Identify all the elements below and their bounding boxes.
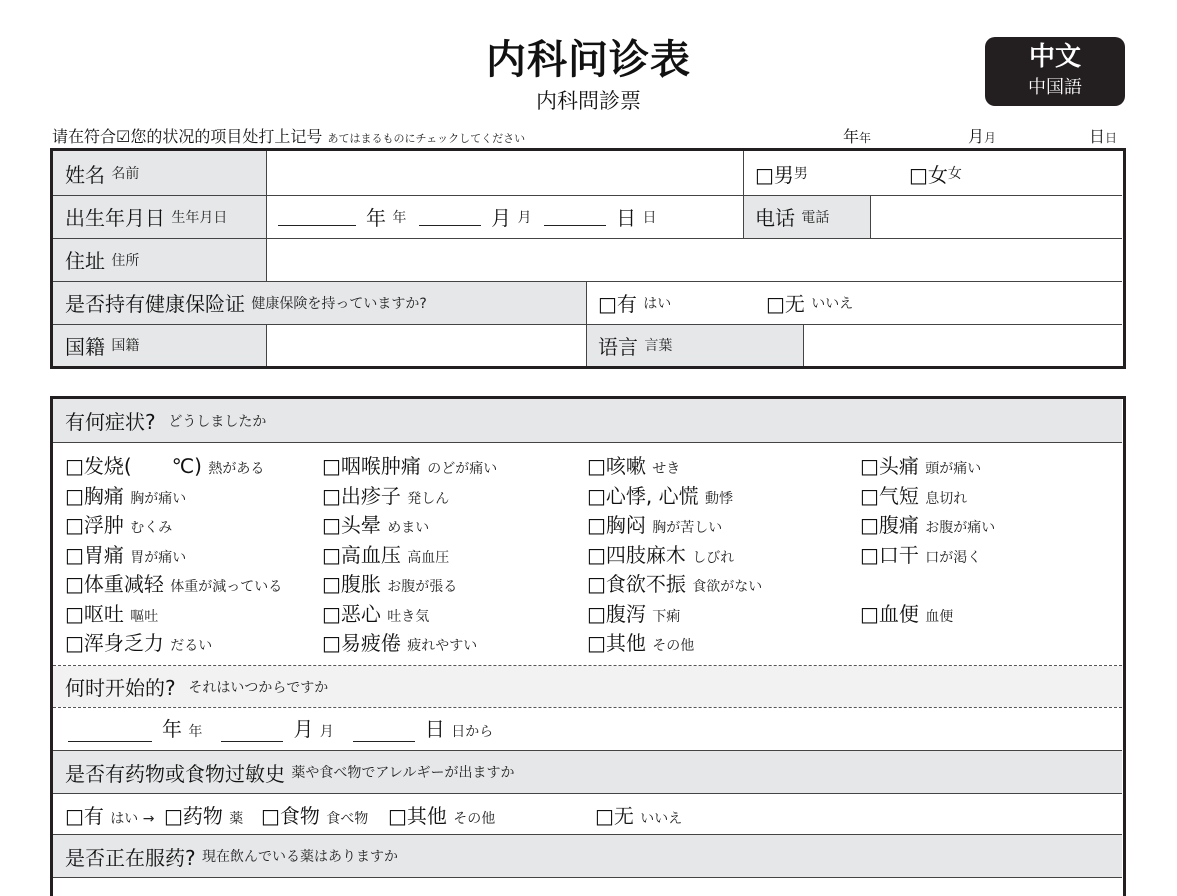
- symptom-label-jp: 口が渇く: [925, 550, 982, 566]
- insurance-no-jp: いいえ: [811, 295, 854, 312]
- symptom-label: □体重减轻: [65, 572, 164, 596]
- dob-month-jp: 月: [517, 209, 532, 226]
- dob-month-label: 月: [491, 206, 512, 230]
- symptom-label: □食欲不振: [587, 572, 686, 596]
- symptom-label-jp: 吐き気: [387, 609, 430, 625]
- date-month-jp: 月: [984, 131, 997, 145]
- insurance-label-jp: 健康保険を持っていますか?: [251, 295, 427, 312]
- allergy-heading-text: 是否有药物或食物过敏史: [65, 761, 285, 786]
- name-label-text: 姓名: [65, 162, 105, 187]
- symptom-label: □胸痛: [65, 484, 124, 508]
- symptom-label-jp: 疲れやすい: [407, 638, 478, 654]
- allergy-food-jp: 食べ物: [326, 811, 369, 827]
- instruction: [52, 124, 525, 147]
- symptom-label: □腹泻: [587, 602, 646, 626]
- dob-label-text: 出生年月日: [65, 206, 165, 230]
- allergy-yes-jp: はい →: [110, 811, 155, 827]
- insurance-label-text: 是否持有健康保险证: [65, 292, 245, 316]
- symptom-label: □高血压: [322, 543, 401, 567]
- symptom-label: □胸闷: [587, 513, 646, 537]
- address-label-text: 住址: [65, 249, 105, 273]
- symptom-label-jp: 食欲がない: [692, 579, 763, 595]
- symptoms-heading-jp: どうしましたか: [168, 413, 267, 430]
- medication-heading-jp: 現在飲んでいる薬はありますか: [201, 849, 398, 865]
- phone-label-text: 电话: [755, 206, 795, 230]
- symptom-label: □头痛: [860, 454, 919, 478]
- symptom-label-jp: 体重が減っている: [170, 579, 283, 595]
- symptom-label-jp: その他: [652, 638, 695, 654]
- symptom-label-jp: 胸が苦しい: [652, 520, 723, 536]
- symptom-label-jp: 頭が痛い: [925, 461, 982, 477]
- insurance-yes-jp: はい: [643, 295, 672, 312]
- symptom-label-jp: せき: [652, 461, 681, 477]
- symptom-label: □浮肿: [65, 513, 124, 537]
- symptom-label-jp: 高血圧: [407, 550, 450, 566]
- symptoms-heading-text: 有何症状?: [65, 410, 156, 434]
- medication-heading-text: 是否正在服药?: [65, 845, 196, 870]
- insurance-yes-label: □有: [598, 292, 637, 316]
- symptom-label: □恶心: [322, 602, 381, 626]
- date-month-label: 月: [968, 127, 985, 146]
- symptom-label: □发烧( ℃): [65, 454, 202, 478]
- symptom-label: □气短: [860, 484, 919, 508]
- nationality-label-jp: 国籍: [111, 338, 140, 354]
- symptom-label-jp: むくみ: [130, 520, 173, 536]
- date-day-label: 日: [1089, 127, 1106, 146]
- allergy-other-label: □其他: [388, 804, 447, 828]
- symptom-label-jp: 息切れ: [925, 491, 968, 507]
- instruction-text: 请在符合☑您的状况的项目处打上记号: [52, 127, 323, 146]
- symptom-label: □腹胀: [322, 572, 381, 596]
- dob-year-label: 年: [366, 206, 386, 230]
- insurance-no-label: □无: [766, 292, 805, 316]
- symptom-label-jp: お腹が張る: [387, 579, 458, 595]
- symptom-label: □血便: [860, 602, 919, 626]
- symptom-label: □其他: [587, 631, 646, 655]
- allergy-food-label: □食物: [261, 804, 320, 828]
- female-jp: 女: [947, 166, 962, 182]
- symptom-label: □易疲倦: [322, 631, 401, 655]
- symptom-label: □出疹子: [322, 484, 401, 508]
- dob-day-label: 日: [616, 206, 637, 230]
- symptom-label-jp: だるい: [170, 638, 213, 654]
- onset-day-jp: 日から: [451, 724, 494, 740]
- allergy-no-jp: いいえ: [640, 811, 683, 827]
- date-year-jp: 年: [859, 131, 872, 145]
- onset-heading-text: 何时开始的?: [65, 676, 176, 700]
- onset-month-label: 月: [293, 717, 314, 741]
- page-subtitle: 内科問診票: [536, 89, 641, 113]
- address-label-jp: 住所: [111, 252, 140, 269]
- symptom-label-jp: しびれ: [692, 550, 735, 566]
- onset-year-jp: 年: [188, 724, 203, 740]
- allergy-heading-jp: 薬や食べ物でアレルギーが出ますか: [291, 765, 515, 781]
- symptom-label: □呕吐: [65, 602, 124, 626]
- onset-year-label: 年: [162, 717, 182, 741]
- male-label: □男: [755, 162, 794, 187]
- symptom-label: □口干: [860, 543, 919, 567]
- language-label-jp: 言葉: [644, 338, 673, 354]
- allergy-drug-jp: 薬: [229, 811, 244, 827]
- symptom-label-jp: のどが痛い: [427, 461, 498, 477]
- symptom-label-jp: めまい: [387, 520, 430, 536]
- dob-year-jp: 年: [392, 209, 407, 226]
- male-jp: 男: [793, 166, 808, 182]
- name-label-jp: 名前: [111, 166, 140, 182]
- page-title: 内科问诊表: [486, 37, 691, 83]
- symptom-label-jp: 胃が痛い: [130, 550, 187, 566]
- nationality-label-text: 国籍: [65, 334, 105, 359]
- symptom-label: □头晕: [322, 513, 381, 537]
- symptom-label: □浑身乏力: [65, 631, 164, 655]
- language-badge-sub: 中国語: [1028, 77, 1082, 98]
- symptom-label: □胃痛: [65, 543, 124, 567]
- symptom-label-jp: 下痢: [652, 609, 681, 625]
- instruction-jp: あてはまるものにチェックしてください: [327, 132, 526, 145]
- allergy-no-label: □无: [595, 804, 634, 828]
- phone-label-jp: 電話: [801, 209, 830, 226]
- language-badge: [985, 37, 1125, 106]
- onset-month-jp: 月: [319, 724, 334, 740]
- onset-day-label: 日: [424, 717, 445, 741]
- date-year-label: 年: [843, 127, 860, 146]
- date-day: [1089, 124, 1117, 147]
- allergy-other-jp: その他: [453, 811, 496, 827]
- symptom-label-jp: 動悸: [704, 491, 733, 507]
- date-month: [968, 124, 996, 147]
- allergy-yes-label: □有: [65, 804, 104, 828]
- symptom-label: □腹痛: [860, 513, 919, 537]
- symptom-label-jp: 熱がある: [208, 461, 265, 477]
- symptom-label: □咳嗽: [587, 454, 646, 478]
- symptom-label-jp: 胸が痛い: [130, 491, 187, 507]
- symptom-label: □四肢麻木: [587, 543, 686, 567]
- date-year: [843, 124, 871, 147]
- allergy-drug-label: □药物: [164, 804, 223, 828]
- symptom-label: □咽喉肿痛: [322, 454, 421, 478]
- symptom-label-jp: 血便: [925, 609, 954, 625]
- date-day-jp: 日: [1105, 131, 1118, 145]
- symptom-label-jp: 嘔吐: [130, 609, 159, 625]
- dob-day-jp: 日: [642, 209, 657, 226]
- dob-label-jp: 生年月日: [171, 209, 228, 226]
- symptom-label: □心悸, 心慌: [587, 484, 699, 508]
- female-label: □女: [909, 162, 948, 187]
- language-label-text: 语言: [598, 334, 638, 359]
- onset-heading-jp: それはいつからですか: [188, 679, 329, 696]
- language-badge-main: 中文: [1028, 42, 1081, 72]
- personal-info-border: [50, 148, 1126, 369]
- medical-section-border: [50, 396, 1126, 896]
- symptom-label-jp: 発しん: [407, 491, 450, 507]
- symptom-label-jp: お腹が痛い: [925, 520, 996, 536]
